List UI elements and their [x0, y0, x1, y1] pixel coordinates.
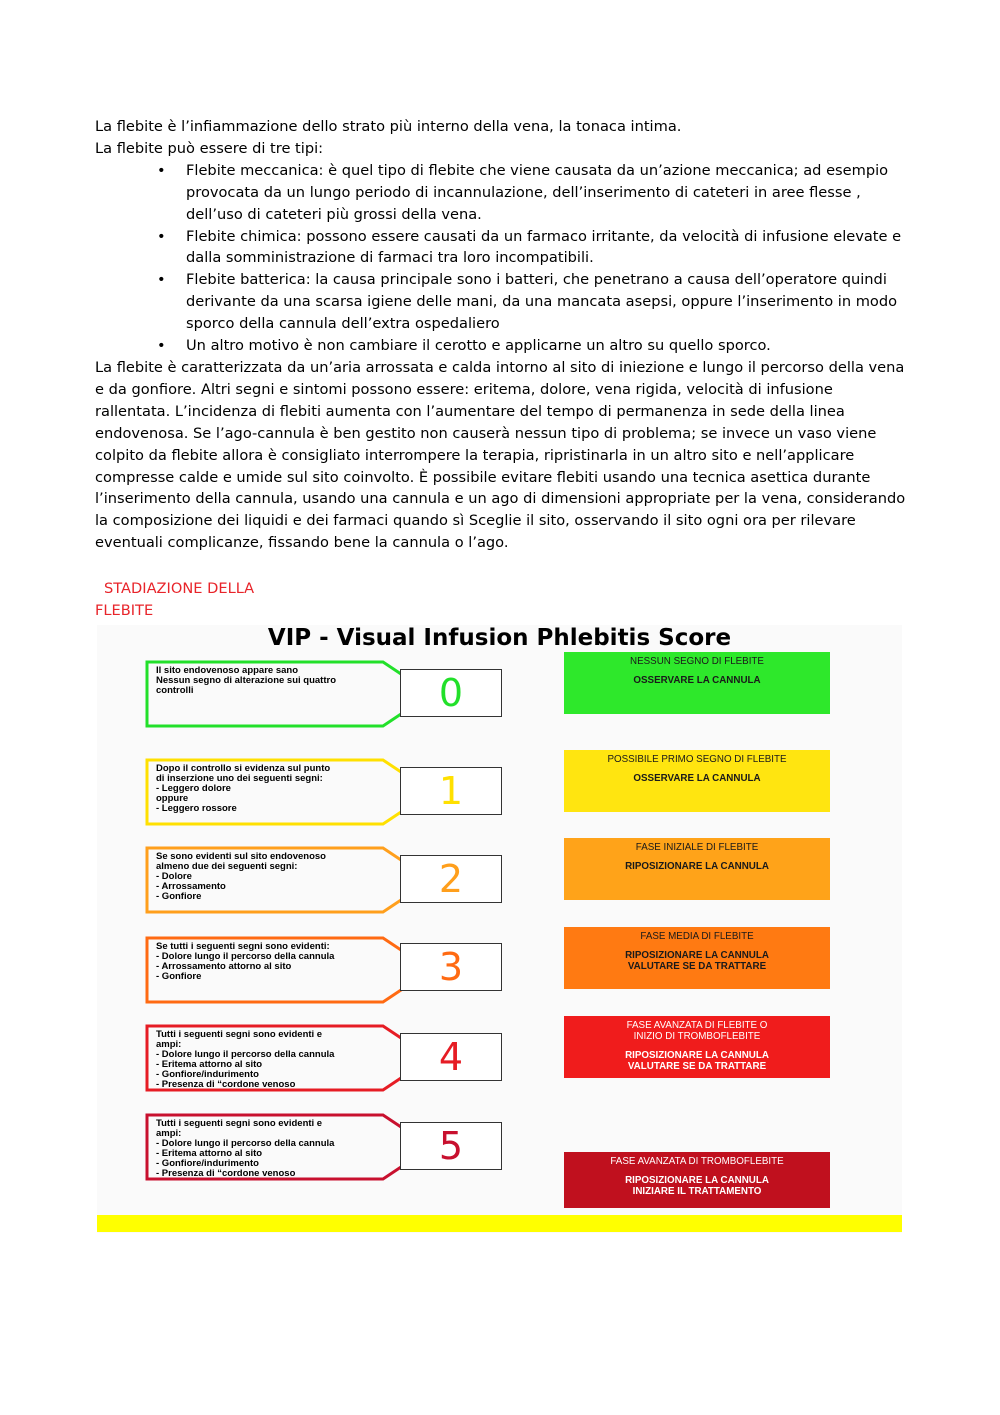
yellow-strip [97, 1215, 902, 1232]
stage-score-box: 3 [400, 943, 502, 991]
stage-signs-text: Se tutti i seguenti segni sono evidenti: - Dolore lungo il percorso della cannula - Arrossamento attorno al sito - Gonfiore [156, 941, 335, 982]
list-item [95, 226, 910, 270]
list-item [95, 269, 910, 335]
stage-score-box: 1 [400, 767, 502, 815]
stage-signs-text: Dopo il controllo si evidenza sul punto di inserzione uno dei seguenti segni: - Leggero dolore oppure - Leggero rossore [156, 763, 331, 814]
bullet-icon: • [157, 161, 166, 179]
stage-score-box: 5 [400, 1122, 502, 1170]
section-title-line-2: FLEBITE [95, 602, 154, 619]
list-item [95, 160, 910, 226]
stage-action-text: OSSERVARE LA CANNULA [633, 773, 761, 784]
stage-1-result-box [564, 750, 830, 812]
stage-action-text: RIPOSIZIONARE LA CANNULA VALUTARE SE DA TRATTARE [625, 950, 769, 972]
stage-score-box: 2 [400, 855, 502, 903]
stage-score-box: 4 [400, 1033, 502, 1081]
description-paragraph: La flebite è caratterizzata da un’aria arrossata e calda intorno al sito di iniezione e lungo il percorso della vena e da gonfiore. Altri segni e sintomi possono essere: eritema, dolore, vena rigida, velocità di infusione rallentata. L’incidenza di flebiti aumenta con l’aumentare del tempo di permanenza in sede della linea endovenosa. Se l’ago-cannula è ben gestito non causerà nessun tipo di problema; se invece un vaso viene colpito da flebite allora è consigliato interrompere la terapia, ripristinarla in un altro sito e nell’applicare compresse calde e umide sul sito coinvolto. È possibile evitare flebiti usando una tecnica asettica durante l’inserimento della cannula, usando una cannula e un ago di dimensioni appropriate per la vena, considerando la composizione dei liquidi e dei farmaci quando sì Sceglie il sito, osservando il sito ogni ora per rilevare eventuali complicanze, fissando bene la cannula o l’ago. [95, 358, 906, 552]
stage-status-text: NESSUN SEGNO DI FLEBITE [630, 656, 764, 667]
figure-title: VIP - Visual Infusion Phlebitis Score [267, 625, 732, 651]
intro-line-1: La flebite è l’infiammazione dello strato più interno della vena, la tonaca intima. [95, 118, 682, 135]
stage-action-text: OSSERVARE LA CANNULA [633, 675, 761, 686]
body-text [95, 116, 910, 554]
bullet-icon: • [157, 271, 166, 289]
stage-signs-text: Se sono evidenti sul sito endovenoso almeno due dei seguenti segni: - Dolore - Arrossamento - Gonfiore [156, 851, 326, 902]
stage-status-text: FASE INIZIALE DI FLEBITE [635, 842, 759, 853]
stage-0-result-box [564, 652, 830, 714]
stage-action-text: RIPOSIZIONARE LA CANNULA [625, 861, 769, 872]
stage-status-text: FASE AVANZATA DI TROMBOFLEBITE [610, 1156, 784, 1167]
stage-action-text: RIPOSIZIONARE LA CANNULA INIZIARE IL TRATTAMENTO [625, 1175, 769, 1197]
stage-signs-text: Tutti i seguenti segni sono evidenti e ampi: - Dolore lungo il percorso della cannula - Eritema attorno al sito - Gonfiore/indurimento - Presenza di “cordone venoso [156, 1029, 335, 1090]
stage-2-result-box [564, 838, 830, 900]
list-item-text: Flebite meccanica: è quel tipo di flebite che viene causata da un’azione meccanica; ad esempio provocata da un lungo periodo di incannulazione, dell’inserimento di cateteri in aree flesse , dell’uso di cateteri più grossi della vena. [186, 161, 889, 223]
bullet-icon: • [157, 337, 166, 355]
vip-score-figure [97, 625, 902, 1233]
stage-signs-text: Il sito endovenoso appare sano Nessun segno di alterazione sui quattro controlli [156, 665, 337, 696]
stage-3-arrow [143, 935, 437, 1005]
stage-score-box: 0 [400, 669, 502, 717]
intro-line-2: La flebite può essere di tre tipi: [95, 139, 324, 157]
stage-signs-text: Tutti i seguenti segni sono evidenti e ampi: - Dolore lungo il percorso della cannula - Eritema attorno al sito - Gonfiore/indurimento - Presenza di “cordone venoso [156, 1118, 335, 1179]
list-item-text: Flebite chimica: possono essere causati da un farmaco irritante, da velocità di infusione elevate e dalla somministrazione di farmaci tra loro incompatibili. [186, 227, 902, 267]
stage-4-arrow [143, 1023, 437, 1093]
list-item-text: Un altro motivo è non cambiare il cerotto e applicarne un altro su quello sporco. [186, 337, 771, 355]
stage-5-arrow [143, 1112, 437, 1182]
stage-2-arrow [143, 845, 437, 915]
stage-status-text: FASE AVANZATA DI FLEBITE O INIZIO DI TROMBOFLEBITE [626, 1020, 768, 1042]
phlebitis-types-list [95, 160, 910, 357]
list-item-text: Flebite batterica: la causa principale sono i batteri, che penetrano a causa dell’operatore quindi derivante da una scarsa igiene delle mani, da una mancata asepsi, oppure l’inserimento in modo sporco della cannula dell’extra ospedaliero [186, 271, 898, 333]
stage-action-text: RIPOSIZIONARE LA CANNULA VALUTARE SE DA TRATTARE [625, 1050, 769, 1072]
list-item [95, 335, 910, 357]
section-title [95, 578, 295, 622]
section-title-line-1: STADIAZIONE DELLA [104, 580, 255, 597]
bullet-icon: • [157, 227, 166, 245]
stage-0-arrow [143, 659, 437, 729]
stage-status-text: FASE MEDIA DI FLEBITE [640, 931, 754, 942]
stage-1-arrow [143, 757, 437, 827]
stage-status-text: POSSIBILE PRIMO SEGNO DI FLEBITE [607, 754, 787, 765]
stage-5-result-box [564, 1152, 830, 1208]
stage-3-result-box [564, 927, 830, 989]
stage-4-result-box [564, 1016, 830, 1078]
